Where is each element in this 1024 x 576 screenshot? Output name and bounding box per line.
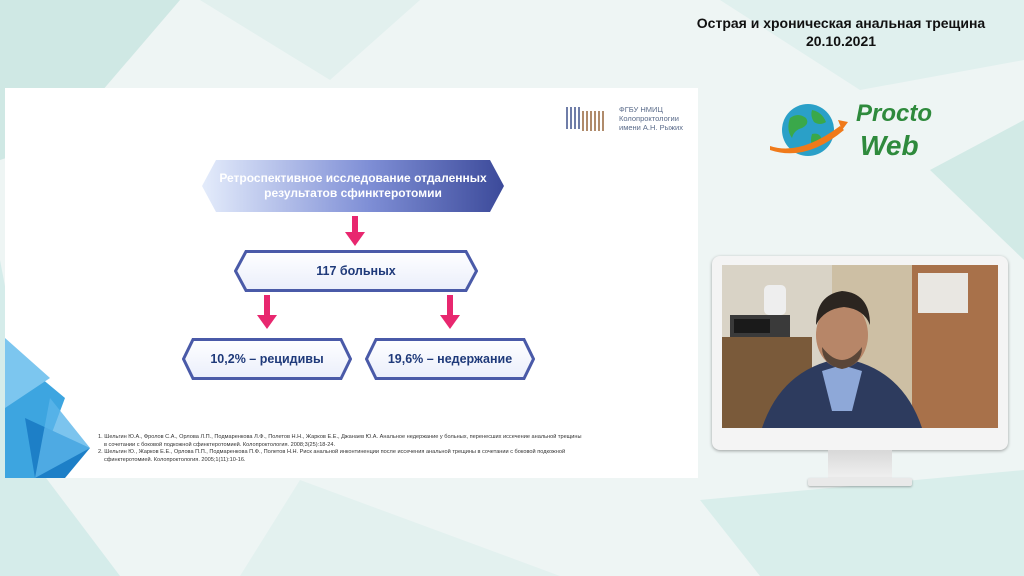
relapse-box [182,338,352,380]
video-title [676,14,1006,50]
patients-text: 117 больных [316,264,396,278]
speaker-video [722,265,998,428]
study-title-text: Ретроспективное исследование отдаленных результатов сфинктеротомии [219,171,487,200]
title-text: Острая и хроническая анальная трещина [696,15,986,31]
speaker-video-monitor [712,256,1008,492]
logo-text-web: Web [860,130,919,161]
study-title-box [202,160,504,212]
reference-line: сфинктеротомией. Колопроктология. 2005;1(11):10-16. [104,456,246,463]
institution-line-2: Колопроктологии [619,114,679,123]
speaker-video-frame [722,265,998,428]
institution-logo-icon [566,105,606,133]
monitor-stand [828,450,892,478]
presentation-slide [5,88,698,478]
proctoweb-logo [768,96,933,168]
logo-text-procto: Procto [856,100,933,127]
institution-line-3: имени А.Н. Рыжих [619,123,683,132]
monitor-frame [712,256,1008,450]
date-text: 20.10.2021 [805,33,877,49]
relapse-text: 10,2% – рецидивы [210,352,324,366]
globe-icon [768,96,848,166]
reference-line: 2. Шельгин Ю., Жарков Е.Е., Орлова П.П., Подмаренкова П.Ф., Полетов Н.Н. Риск анальной инконтиненции после иссечения анальной трещины в сочетании с боковой подкожной [98,449,566,456]
institution-name [619,105,699,132]
arrow-down-icon [345,216,365,248]
references [98,434,658,464]
reference-line: в сочетании с боковой подкожной сфинктеротомией. Колопроктология. 2008;3(25):18-24. [104,441,336,448]
patients-box [234,250,478,292]
incontinence-text: 19,6% – недержание [387,352,513,366]
arrow-down-right-icon [440,295,460,331]
institution-line-1: ФГБУ НМИЦ [619,105,663,114]
arrow-down-left-icon [257,295,277,331]
incontinence-box [365,338,535,380]
monitor-base [808,478,912,486]
reference-line: 1. Шельгин Ю.А., Фролов С.А., Орлова Л.П., Подмаренкова Л.Ф., Полетов Н.Н., Жарков Е.Е., Джанаев Ю.А. Анальное недержание у больных, перенесших иссечение анальной трещины [98,434,582,440]
crystal-decoration [5,338,95,478]
